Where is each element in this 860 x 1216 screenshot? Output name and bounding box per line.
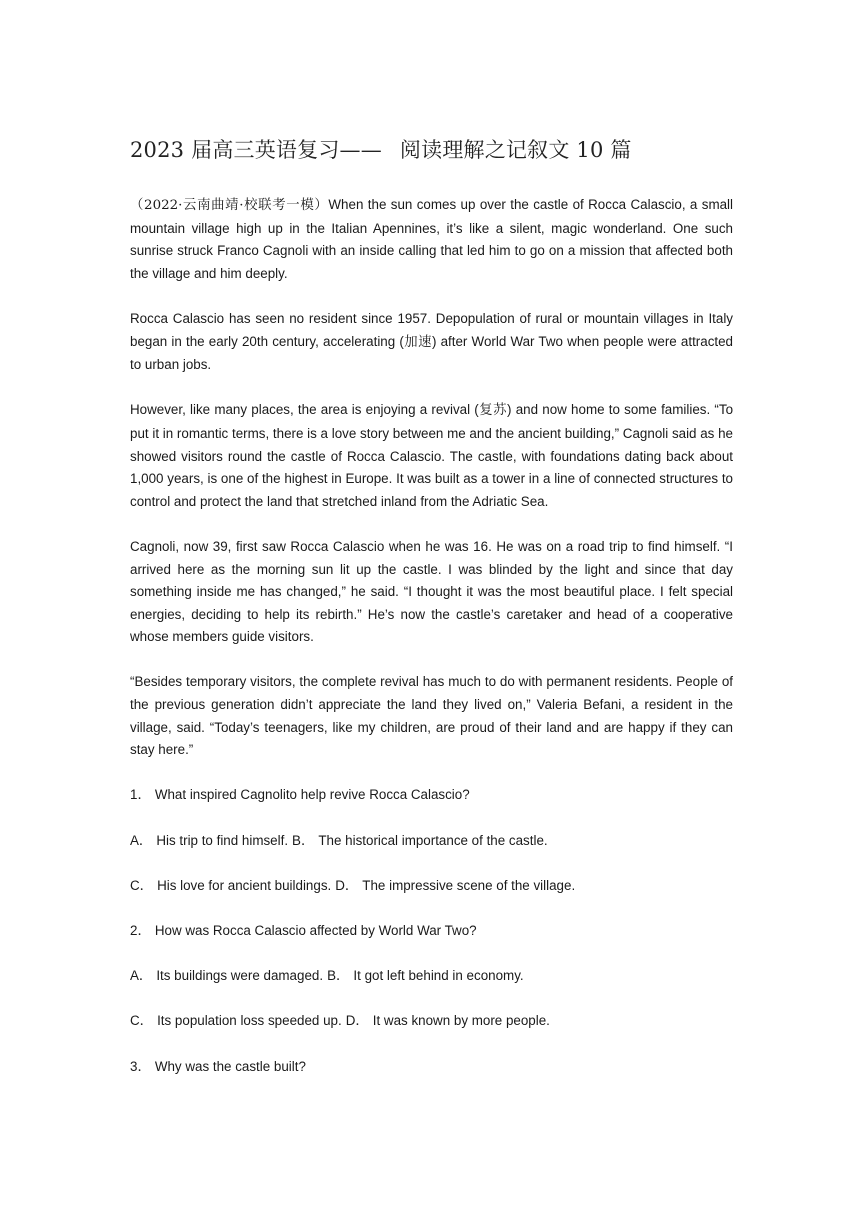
document-title (130, 136, 733, 164)
option-c-text: His love for ancient buildings. (157, 877, 332, 893)
question-1-options-row-1 (130, 830, 733, 853)
option-letter-c: C． (130, 877, 154, 893)
paragraph-4: Cagnoli, now 39, first saw Rocca Calascio when he was 16. He was on a road trip to find himself. “I arrived here as the morning sun lit up the castle. I was blinded by the light and since that day something inside me has changed,” he said. “I thought it was the most beautiful place. I felt special energies, deciding to help its rebirth.” He’s now the castle’s caretaker and head of a cooperative whose members guide visitors. (130, 538, 733, 645)
option-d-text: The impressive scene of the village. (362, 877, 576, 893)
question-2-options-row-1 (130, 965, 733, 988)
paragraph-3-text-b: ) and now home to some families. “To put it in romantic terms, there is a love story between me and the ancient building,” Cagnoli said as he showed visitors round the castle of Rocca Calascio. The castle, with foundations dating back about 1,000 years, is one of the highest in Europe. It was built as a tower in a line of connected structures to control and protect the land that stretched inland from the Adriatic Sea. (130, 402, 734, 509)
option-a-text: His trip to find himself. (156, 832, 289, 848)
title-part-2: 阅读理解之记叙文 10 篇 (399, 138, 632, 162)
title-part-1: 2023 届高三英语复习—— (130, 138, 382, 162)
option-letter-b: B． (292, 832, 315, 848)
option-a-text: Its buildings were damaged. (156, 968, 324, 984)
paragraph-2-gloss: 加速 (403, 334, 432, 350)
source-label: （2022·云南曲靖·校联考一模） (130, 198, 329, 213)
paragraph-2-text-a: Rocca Calascio has seen no resident since 1957. Depopulation of rural or mountain villages in Italy began in the early 20th century, accelerating ( (130, 310, 733, 349)
option-letter-d: D． (335, 877, 359, 893)
question-1 (130, 784, 733, 807)
paragraph-1 (130, 194, 733, 285)
option-c-text: Its population loss speeded up. (157, 1013, 342, 1029)
question-3 (130, 1056, 733, 1079)
question-3-text: Why was the castle built? (154, 1058, 306, 1074)
question-1-number: 1． (130, 787, 151, 803)
option-b-text: The historical importance of the castle. (318, 832, 548, 848)
document-body (130, 194, 733, 1101)
paragraph-2-text-b: ) after World War Two when people were attracted to urban jobs. (130, 333, 734, 373)
question-2-number: 2． (130, 923, 151, 938)
paragraph-2 (130, 308, 733, 377)
question-1-options-row-2 (130, 875, 733, 898)
option-letter-b: B． (327, 968, 350, 984)
option-b-text: It got left behind in economy. (353, 968, 524, 984)
paragraph-5: “Besides temporary visitors, the complete revival has much to do with permanent residents. People of the previous generation didn’t appreciate the land they lived on,” Valeria Befani, a resident in the village, said. “Today’s teenagers, like my children, are proud of their land and are happy if they can stay here.” (130, 674, 733, 758)
option-d-text: It was known by more people. (372, 1013, 550, 1029)
paragraph-3-gloss: 复苏 (478, 403, 508, 419)
paragraph-3-text-a: However, like many places, the area is enjoying a revival ( (130, 402, 479, 418)
paragraph-1-text: When the sun comes up over the castle of Rocca Calascio, a small mountain village high up in the Italian Apennines, it’s like a silent, magic wonderland. One such sunrise struck Franco Cagnoli with an inside calling that led him to go on a mission that affected both the village and him deeply. (130, 197, 733, 281)
question-1-text: What inspired Cagnolito help revive Rocca Calascio? (154, 787, 470, 803)
question-2-text: How was Rocca Calascio affected by World War Two? (154, 923, 477, 938)
option-letter-d: D． (345, 1013, 369, 1029)
question-2-options-row-2 (130, 1010, 733, 1033)
question-2 (130, 920, 733, 943)
paragraph-3 (130, 399, 733, 513)
option-letter-a: A． (130, 832, 153, 848)
question-3-number: 3． (130, 1058, 151, 1074)
option-letter-c: C． (130, 1013, 154, 1029)
option-letter-a: A． (130, 968, 153, 984)
